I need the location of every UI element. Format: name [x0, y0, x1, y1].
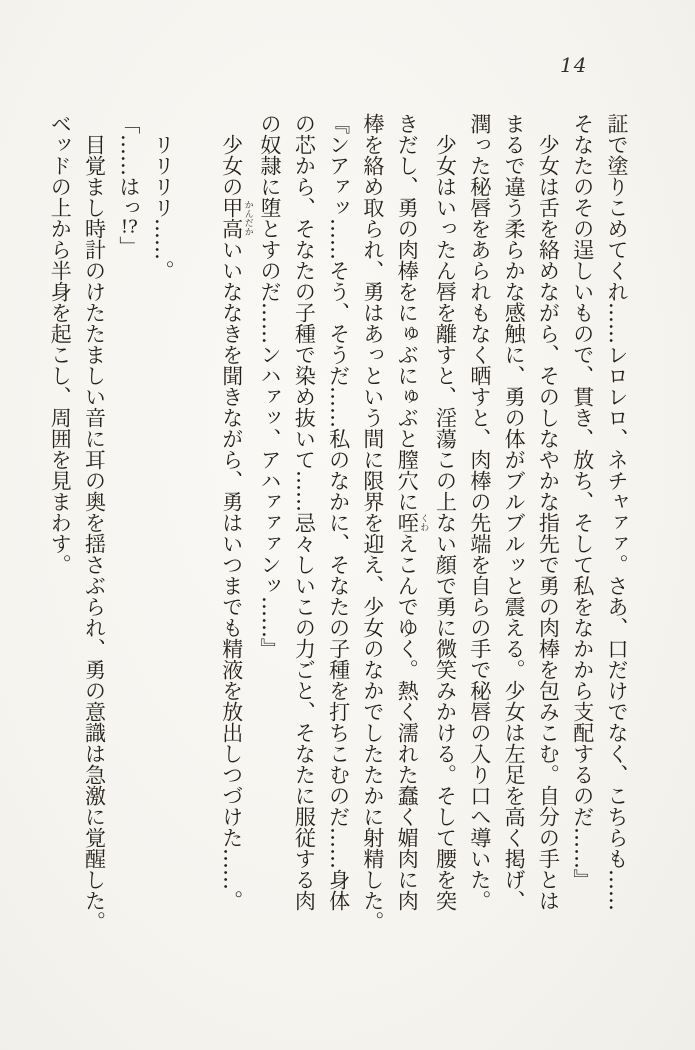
text-line: 少女は舌を絡めながら、そのしなやかな指先で勇の肉棒を包みこむ。自分の手とは [536, 113, 561, 911]
text-line: 『ンアァッ……そう、そうだ……私のなかに、そなたの子種を打ちこむのだ……身体 [326, 113, 351, 911]
text-line: の奴隷に堕とすのだ……ンハァッ、アハァァァンッ……』 [258, 113, 283, 659]
tate-chu-yoko: !? [120, 218, 138, 236]
text-line: の芯から、そなたの子種で染め抜いて……忌々しいこの力ごと、そなたに服従する肉 [292, 113, 317, 911]
ruby-annotated-word: 甲高 かんだか [219, 197, 253, 239]
text-line: そなたのその逞しいもので、貫き、放ち、そして私をなかから支配するのだ……』 [570, 113, 595, 890]
page-number: 14 [560, 53, 588, 77]
text-block [43, 113, 634, 965]
text-line: 証で塗りこめてくれ……レロレロ、ネチャァァ。さあ、口だけでなく、こちらも…… [605, 113, 629, 911]
text-line: 目覚まし時計のけたたましい音に耳の奥を揺さぶられ、勇の意識は急激に覚醒した。 [82, 113, 107, 932]
text-line: 「……はっ!?」 [116, 113, 141, 257]
text-line: まるで違う柔らかな感触に、勇の体がブルブルッと震える。少女は左足を高く掲げ、 [502, 113, 527, 911]
text-line: きだし、勇の肉棒をにゅぶにゅぶと膣穴に咥 くわえこんでゆく。熱く濡れた蠢く媚肉に肉 [395, 113, 429, 911]
text-line: 少女はいったん唇を離すと、淫蕩この上ない顔で勇に微笑みかける。そして腰を突 [433, 113, 458, 911]
blank-line [180, 113, 214, 965]
text-line: ベッドの上から半身を起こし、周囲を見まわす。 [48, 113, 73, 575]
text-line: 棒を絡め取られ、勇はあっという間に限界を迎え、少女のなかでしたたかに射精した。 [360, 113, 385, 932]
text-line: 潤った秘唇をあられもなく晒すと、肉棒の先端を自らの手で秘唇の入り口へ導いた。 [467, 113, 492, 911]
text-line: 少女の甲高 かんだかいいななきを聞きながら、勇はいつまでも精液を放出しつづけた……。 [219, 113, 253, 911]
text-line: リリリリ……。 [151, 113, 176, 281]
ruby-annotated-word: 咥 くわ [395, 512, 429, 533]
